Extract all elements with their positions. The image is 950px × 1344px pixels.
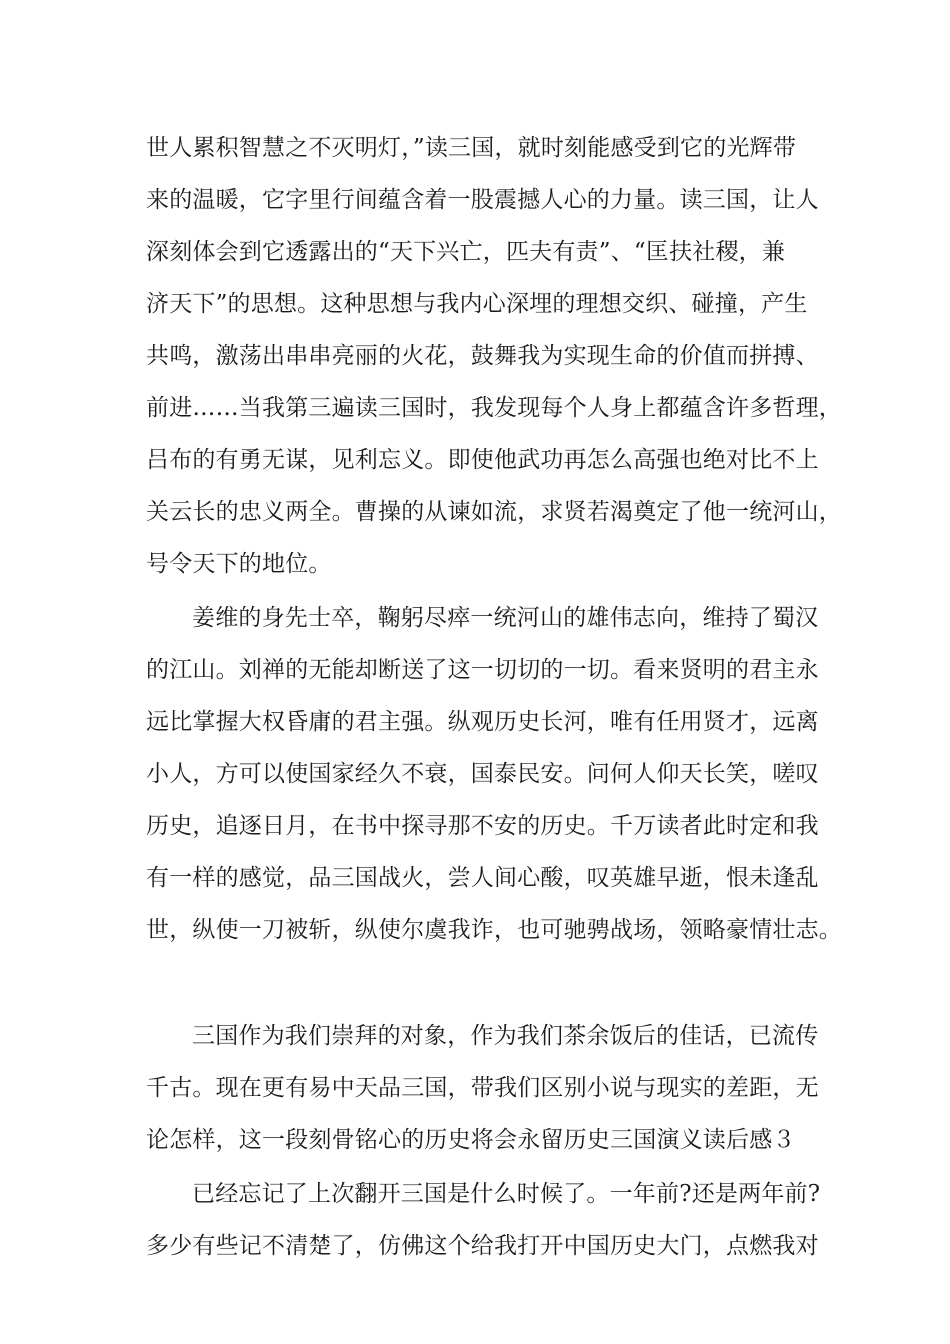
paragraph-1-line-4: 济天下”的思想。这种思想与我内心深埋的理想交织、碰撞，产生 (146, 291, 808, 317)
paragraph-1-line-7: 吕布的有勇无谋，见利忘义。即使他武功再怎么高强也绝对比不上 (146, 447, 819, 473)
paragraph-1-line-5: 共鸣，激荡出串串亮丽的火花，鼓舞我为实现生命的价值而拼搏、 (146, 343, 819, 369)
paragraph-1-line-6: 前进……当我第三遍读三国时，我发现每个人身上都蕴含许多哲理， (146, 395, 842, 421)
paragraph-1-line-3: 深刻体会到它透露出的“天下兴亡，匹夫有责”、“匡扶社稷，兼 (146, 239, 786, 265)
paragraph-1-line-8: 关云长的忠义两全。曹操的从谏如流，求贤若渴奠定了他一统河山， (146, 499, 842, 525)
paragraph-4-line-2: 多少有些记不清楚了，仿佛这个给我打开中国历史大门，点燃我对 (146, 1233, 819, 1259)
paragraph-1-line-2: 来的温暖，它字里行间蕴含着一股震撼人心的力量。读三国，让人 (146, 187, 819, 213)
paragraph-2-line-7: 世，纵使一刀被斩，纵使尔虞我诈，也可驰骋战场，领略豪情壮志。 (146, 917, 842, 943)
paragraph-2-line-1: 姜维的身先士卒，鞠躬尽瘁一统河山的雄伟志向，维持了蜀汉 (192, 605, 819, 631)
paragraph-4-line-1: 已经忘记了上次翻开三国是什么时候了。一年前?还是两年前? (192, 1181, 821, 1207)
paragraph-1-line-1: 世人累积智慧之不灭明灯，”读三国，就时刻能感受到它的光辉带 (146, 135, 797, 161)
paragraph-1-line-9: 号令天下的地位。 (146, 551, 332, 577)
paragraph-3-line-2: 千古。现在更有易中天品三国，带我们区别小说与现实的差距，无 (146, 1075, 819, 1101)
paragraph-2-line-3: 远比掌握大权昏庸的君主强。纵观历史长河，唯有任用贤才，远离 (146, 709, 819, 735)
paragraph-2-line-2: 的江山。刘禅的无能却断送了这一切切的一切。看来贤明的君主永 (146, 657, 819, 683)
paragraph-2-line-4: 小人，方可以使国家经久不衰，国泰民安。问何人仰天长笑，嗟叹 (146, 761, 819, 787)
paragraph-3-line-3: 论怎样，这一段刻骨铭心的历史将会永留历史三国演义读后感３ (146, 1127, 796, 1153)
paragraph-2-line-6: 有一样的感觉，品三国战火，尝人间心酸，叹英雄早逝，恨未逢乱 (146, 865, 819, 891)
paragraph-2-line-5: 历史，追逐日月，在书中探寻那不安的历史。千万读者此时定和我 (146, 813, 819, 839)
paragraph-3-line-1: 三国作为我们崇拜的对象，作为我们茶余饭后的佳话，已流传 (192, 1023, 819, 1049)
